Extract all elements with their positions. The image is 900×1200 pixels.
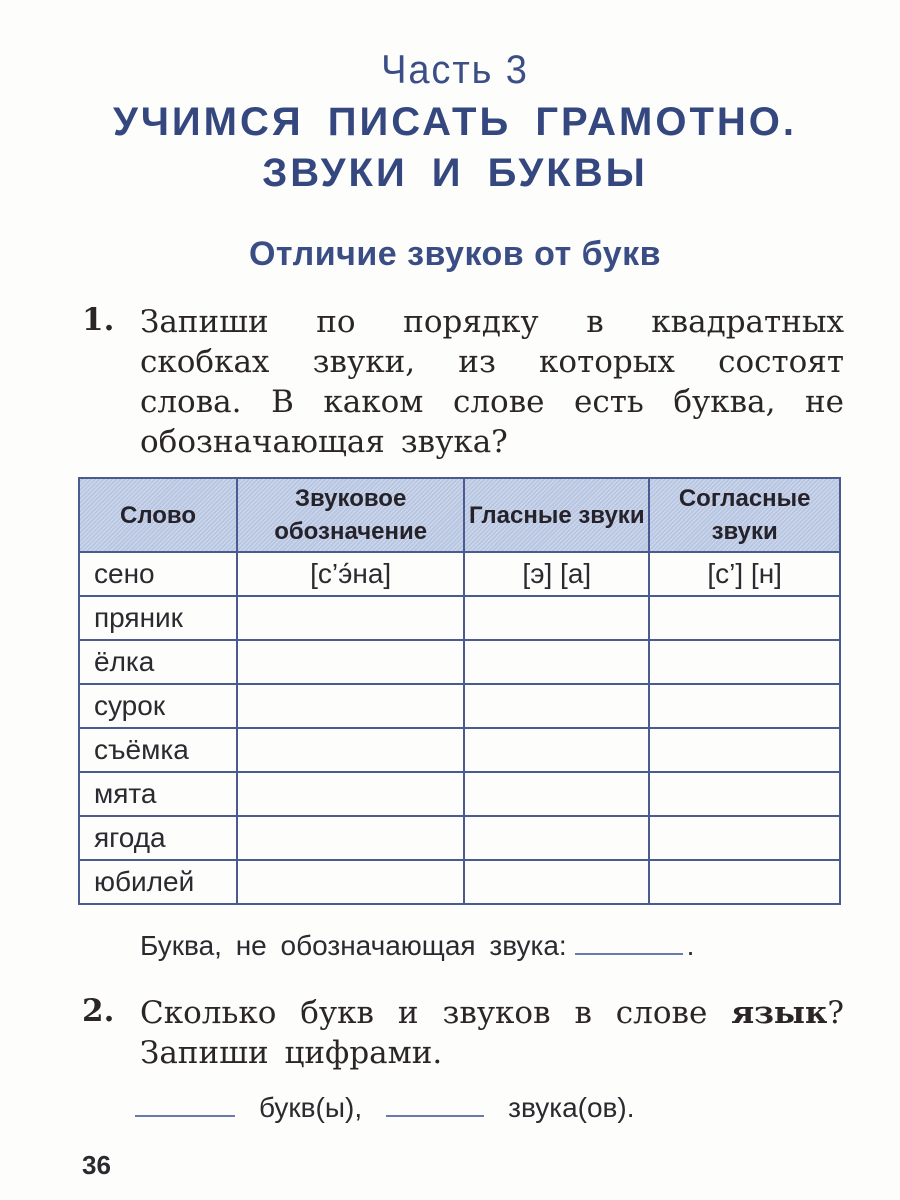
vowels-cell[interactable] [464,684,649,728]
answer-1-label: Буква, не обозначающая звука: [140,930,567,961]
vowels-cell[interactable] [464,772,649,816]
consonants-cell[interactable] [649,772,840,816]
vowels-cell[interactable] [464,816,649,860]
vowels-cell[interactable] [464,640,649,684]
task-1-number: 1. [82,302,115,338]
header-vowels: Гласные звуки [464,478,649,552]
transcription-cell[interactable] [237,684,464,728]
word-cell: мята [79,772,237,816]
answer-1-line [140,930,694,962]
table-row [79,728,840,772]
consonants-cell[interactable] [649,728,840,772]
task-2-text-before: Сколько букв и звуков в слове [140,995,732,1031]
sounds-count-blank[interactable] [386,1093,484,1117]
letters-label: букв(ы), [259,1092,363,1123]
header-consonants: Согласные звуки [649,478,840,552]
vowels-cell[interactable] [464,860,649,904]
consonants-cell[interactable] [649,596,840,640]
word-cell: ягода [79,816,237,860]
transcription-cell[interactable] [237,816,464,860]
table-row [79,860,840,904]
task-2-number: 2. [82,993,115,1029]
vowels-cell[interactable]: [э] [а] [464,552,649,596]
vowels-cell[interactable] [464,728,649,772]
transcription-cell[interactable] [237,640,464,684]
task-2-text [140,993,844,1073]
vowels-cell[interactable] [464,596,649,640]
word-cell: пряник [79,596,237,640]
task-1-text: Запиши по порядку в квадратных скобках звуки, из которых состоят слова. В каком слове есть буква, не обозначающая звука? [140,304,844,460]
table-row [79,596,840,640]
word-cell: юбилей [79,860,237,904]
table-row [79,684,840,728]
word-cell: сено [79,552,237,596]
section-title: Отличие звуков от букв [248,235,662,273]
task-2-keyword: язык [731,995,828,1031]
consonants-cell[interactable] [649,684,840,728]
transcription-cell[interactable] [237,772,464,816]
transcription-cell[interactable] [237,860,464,904]
consonants-cell[interactable] [649,816,840,860]
table-row [79,816,840,860]
table-row [79,640,840,684]
answer-1-end: . [686,930,695,961]
header-transcription: Звуковое обозначение [237,478,464,552]
consonants-cell[interactable] [649,640,840,684]
answer-2-line [135,1092,635,1124]
table-row [79,772,840,816]
answer-1-blank[interactable] [575,931,683,955]
transcription-cell[interactable] [237,596,464,640]
transcription-cell[interactable]: [с’э́на] [237,552,464,596]
chapter-title-line-2: ЗВУКИ И БУКВЫ [262,151,648,195]
part-label: Часть 3 [381,48,529,92]
letters-count-blank[interactable] [135,1093,235,1117]
chapter-title-line-1: УЧИМСЯ ПИСАТЬ ГРАМОТНО. [112,100,798,144]
word-cell: съёмка [79,728,237,772]
transcription-cell[interactable] [237,728,464,772]
header-word: Слово [79,478,237,552]
table-row [79,552,840,596]
word-cell: сурок [79,684,237,728]
consonants-cell[interactable]: [с’] [н] [649,552,840,596]
word-cell: ёлка [79,640,237,684]
page-number: 36 [82,1150,111,1180]
table-header-row [79,478,840,552]
consonants-cell[interactable] [649,860,840,904]
sounds-label: звука(ов). [508,1092,635,1123]
task-2-text-after: ? Запиши цифрами. [140,995,844,1071]
sounds-table [78,477,841,905]
